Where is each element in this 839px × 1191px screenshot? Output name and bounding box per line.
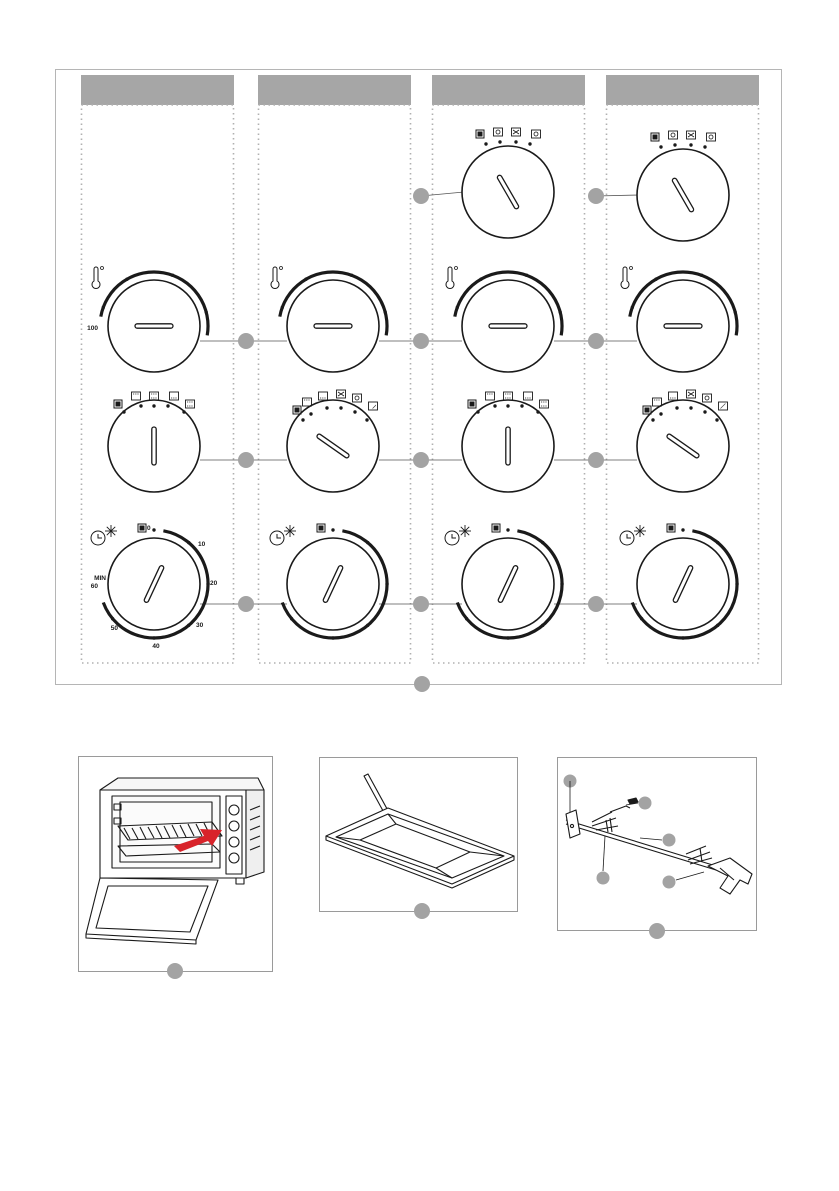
tray-illustration: [326, 774, 514, 888]
heating-mode-icon: [132, 392, 141, 400]
indicator-dot: [111, 617, 114, 620]
heating-mode-icon: [170, 392, 179, 400]
heating-mode-icon: [369, 402, 378, 410]
indicator-dot: [673, 143, 676, 146]
thermostat-knob-4: [621, 267, 737, 373]
timer-label-50: 50: [110, 625, 118, 632]
callout-marker-top-knob-1: [413, 188, 429, 204]
indicator-dot: [152, 404, 155, 407]
figure-marker-oven: [167, 963, 183, 979]
heating-mode-icon: [524, 392, 533, 400]
indicator-dot: [465, 617, 468, 620]
panel-header: [606, 75, 759, 105]
heating-mode-icon: [703, 394, 712, 402]
clock-icon: [91, 531, 105, 545]
thermostat-pointer: [135, 324, 173, 328]
callout-marker-mode-1: [238, 452, 254, 468]
heating-mode-icon: [653, 398, 662, 406]
rotisserie-figure-frame: [558, 758, 757, 931]
thermostat-min-label: 100: [87, 325, 98, 332]
indicator-dot: [309, 412, 312, 415]
indicator-dot: [675, 406, 678, 409]
heating-mode-icon: [719, 402, 728, 410]
thermometer-icon: [271, 267, 283, 289]
timer-label-30: 30: [196, 622, 204, 629]
clock-icon: [445, 531, 459, 545]
indicator-dot: [484, 142, 487, 145]
indicator-dot: [281, 306, 284, 309]
indicator-dot: [139, 404, 142, 407]
callout-marker-mode-3: [588, 452, 604, 468]
callout-connectors: [200, 188, 639, 612]
heating-mode-icon: [504, 392, 513, 400]
callout-marker-mode-2: [413, 452, 429, 468]
baking-tray-figure: [320, 758, 518, 920]
indicator-dot: [476, 410, 479, 413]
oven-illustration: [86, 778, 264, 944]
mode-knob-4: [637, 390, 729, 492]
fan-mode-knob-4: [637, 131, 729, 241]
rotisserie-spit: [566, 798, 752, 894]
indicator-dot: [506, 528, 509, 531]
indicator-dot: [631, 306, 634, 309]
mode-pointer: [506, 427, 510, 465]
thermostat-pointer: [664, 324, 702, 328]
heating-mode-icon: [512, 128, 521, 136]
indicator-dot: [152, 528, 155, 531]
callout-marker-timer-3: [588, 596, 604, 612]
heating-mode-icon: [486, 392, 495, 400]
mode-knob-1: [108, 392, 200, 492]
indicator-dot: [514, 140, 517, 143]
clock-icon: [270, 531, 284, 545]
heating-mode-icon: [532, 130, 541, 138]
indicator-dot: [493, 404, 496, 407]
heating-mode-icon: [687, 131, 696, 139]
indicator-dot: [715, 418, 718, 421]
indicator-dot: [560, 582, 563, 585]
oven-rack-figure: [79, 757, 273, 980]
indicator-dot: [525, 274, 528, 277]
part-marker-3: [663, 834, 676, 847]
mode-pointer: [152, 427, 156, 465]
indicator-dot: [301, 418, 304, 421]
indicator-dot: [479, 278, 482, 281]
indicator-dot: [152, 636, 155, 639]
fan-mode-knob-3: [462, 128, 554, 238]
indicator-dot: [689, 143, 692, 146]
part-marker-2: [639, 797, 652, 810]
indicator-dot: [125, 278, 128, 281]
thermometer-icon: [446, 267, 458, 289]
indicator-dot: [703, 145, 706, 148]
indicator-dot: [536, 410, 539, 413]
timer-knob-4: [620, 524, 739, 640]
indicator-dot: [304, 278, 307, 281]
control-knobs: [87, 128, 739, 650]
timer-min-label: MIN: [94, 575, 106, 582]
timer-label-0: 0: [147, 525, 151, 532]
figure-marker-rotisserie: [649, 923, 665, 939]
indicator-dot: [182, 410, 185, 413]
thermostat-knob-3: [446, 267, 562, 373]
indicator-dot: [166, 404, 169, 407]
thermostat-knob-1: [87, 267, 208, 373]
figure-marker-main: [414, 676, 430, 692]
sun-icon: [459, 525, 471, 537]
indicator-dot: [681, 528, 684, 531]
indicator-dot: [365, 418, 368, 421]
thermostat-pointer: [489, 324, 527, 328]
indicator-dot: [733, 310, 736, 313]
heating-mode-icon: [494, 128, 503, 136]
rotisserie-figure: [558, 758, 757, 940]
heating-mode-icon: [540, 400, 549, 408]
indicator-dot: [456, 306, 459, 309]
heating-mode-icon: [337, 390, 346, 398]
heating-mode-icon: [687, 390, 696, 398]
thermometer-icon: [92, 267, 104, 289]
sun-icon: [105, 525, 117, 537]
indicator-dot: [659, 412, 662, 415]
timer-knob-3: [445, 524, 564, 640]
callout-marker-thermostat-3: [588, 333, 604, 349]
indicator-dot: [383, 310, 386, 313]
callout-marker-top-knob-2: [588, 188, 604, 204]
indicator-dot: [520, 404, 523, 407]
callout-marker-timer-1: [238, 596, 254, 612]
mode-knob-2: [287, 390, 379, 492]
heating-mode-icon: [707, 133, 716, 141]
indicator-dot: [735, 582, 738, 585]
indicator-dot: [558, 310, 561, 313]
indicator-dot: [171, 274, 174, 277]
indicator-dot: [716, 624, 719, 627]
part-marker-5: [663, 876, 676, 889]
indicator-dot: [506, 404, 509, 407]
indicator-dot: [353, 410, 356, 413]
sun-icon: [634, 525, 646, 537]
indicator-dot: [689, 406, 692, 409]
timer-label-40: 40: [152, 643, 160, 650]
thermostat-knob-2: [271, 267, 387, 373]
callout-marker-thermostat-1: [238, 333, 254, 349]
timer-label-60: 60: [90, 583, 98, 590]
heating-mode-icon: [319, 392, 328, 400]
indicator-dot: [716, 541, 719, 544]
panel-header: [258, 75, 411, 105]
indicator-dot: [541, 541, 544, 544]
indicator-dot: [659, 145, 662, 148]
indicator-dot: [350, 274, 353, 277]
indicator-dot: [187, 624, 190, 627]
part-marker-4: [597, 872, 610, 885]
heating-mode-icon: [303, 398, 312, 406]
indicator-dot: [331, 528, 334, 531]
indicator-dot: [366, 541, 369, 544]
indicator-dot: [366, 624, 369, 627]
indicator-dot: [528, 142, 531, 145]
callout-marker-thermostat-2: [413, 333, 429, 349]
heating-mode-icon: [669, 131, 678, 139]
indicator-dot: [506, 636, 509, 639]
figure-marker-tray: [414, 903, 430, 919]
heating-mode-icon: [669, 392, 678, 400]
heating-mode-icon: [150, 392, 159, 400]
timer-knob-2: [270, 524, 389, 640]
indicator-dot: [654, 278, 657, 281]
thermometer-icon: [621, 267, 633, 289]
indicator-dot: [122, 410, 125, 413]
indicator-dot: [331, 636, 334, 639]
indicator-dot: [339, 406, 342, 409]
timer-label-10: 10: [198, 541, 206, 548]
indicator-dot: [385, 582, 388, 585]
callout-marker-timer-2: [413, 596, 429, 612]
indicator-dot: [204, 310, 207, 313]
indicator-dot: [700, 274, 703, 277]
indicator-dot: [681, 636, 684, 639]
indicator-dot: [703, 410, 706, 413]
indicator-dot: [640, 617, 643, 620]
timer-label-20: 20: [210, 580, 218, 587]
mode-knob-3: [462, 392, 554, 492]
panel-header: [81, 75, 234, 105]
indicator-dot: [498, 140, 501, 143]
heating-mode-icon: [186, 400, 195, 408]
timer-knob-1: [91, 524, 218, 650]
indicator-dot: [541, 624, 544, 627]
thermostat-pointer: [314, 324, 352, 328]
clock-icon: [620, 531, 634, 545]
sun-icon: [284, 525, 296, 537]
indicator-dot: [325, 406, 328, 409]
indicator-dot: [102, 306, 105, 309]
indicator-dot: [290, 617, 293, 620]
heating-mode-icon: [353, 394, 362, 402]
panel-header: [432, 75, 585, 105]
indicator-dot: [651, 418, 654, 421]
indicator-dot: [187, 541, 190, 544]
